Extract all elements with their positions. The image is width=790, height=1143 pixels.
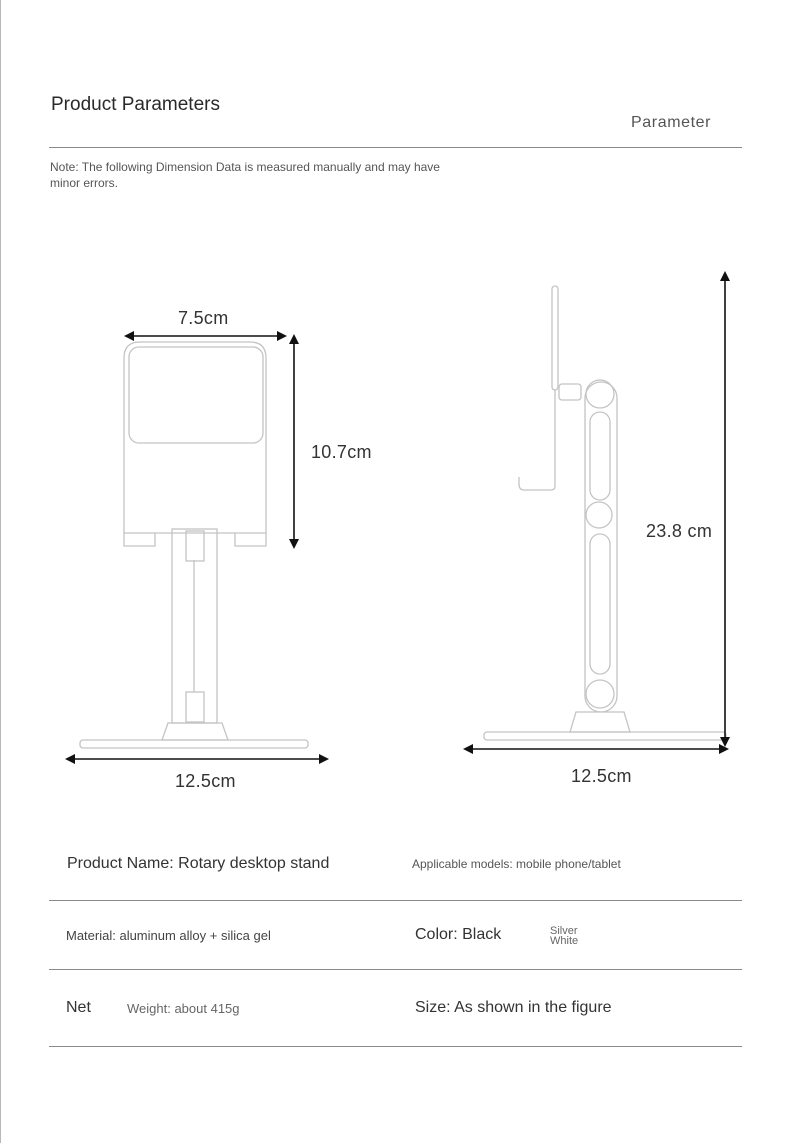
front-height-label: 10.7cm <box>311 442 372 462</box>
product-name: Product Name: Rotary desktop stand <box>67 855 330 872</box>
side-height-label: 23.8 cm <box>646 521 713 541</box>
size: Size: As shown in the figure <box>415 999 612 1016</box>
dimension-arrows <box>67 273 727 759</box>
net-label: Net <box>66 999 91 1016</box>
front-width-label: 7.5cm <box>178 308 229 328</box>
color-option-white: White <box>550 935 579 947</box>
side-base-label: 12.5cm <box>571 766 632 786</box>
side-view-stand <box>484 286 726 740</box>
spec-divider-1 <box>49 900 742 901</box>
front-base-label: 12.5cm <box>175 771 236 791</box>
material: Material: aluminum alloy + silica gel <box>66 928 271 943</box>
spec-divider-3 <box>49 1046 742 1047</box>
front-view-stand <box>80 342 308 748</box>
color-label: Color: Black <box>415 926 502 943</box>
measurement-note: Note: The following Dimension Data is measured manually and may have minor errors. <box>50 160 440 190</box>
color-option-silver: Silver <box>550 925 578 937</box>
section-label: Parameter <box>631 114 712 131</box>
applicable-models: Applicable models: mobile phone/tablet <box>412 857 621 871</box>
spec-divider-2 <box>49 969 742 970</box>
page-title: Product Parameters <box>51 94 220 115</box>
weight: Weight: about 415g <box>127 1001 240 1016</box>
